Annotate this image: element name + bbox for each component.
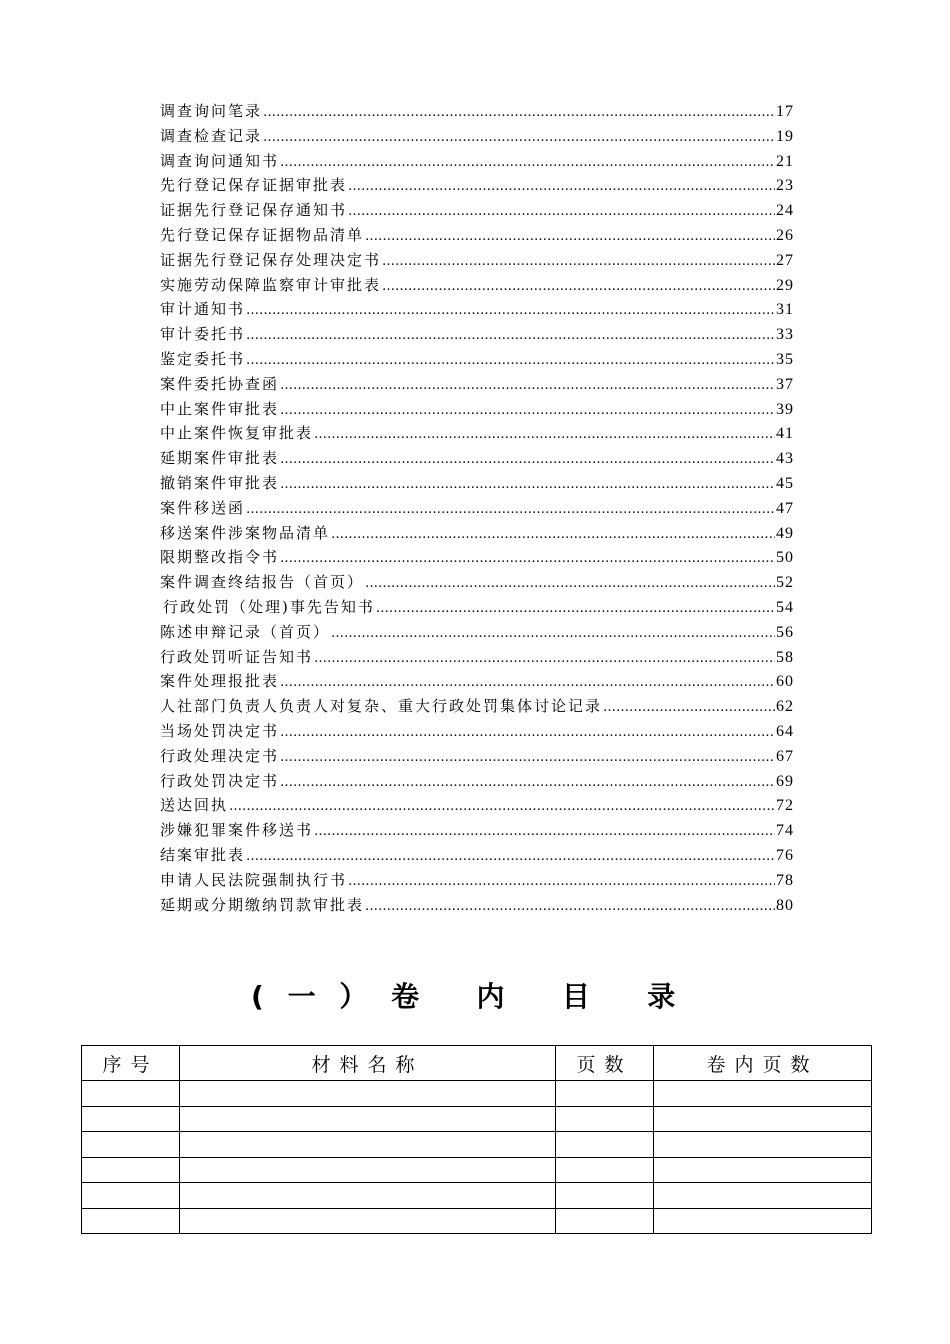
toc-entry-page: 72 bbox=[776, 797, 794, 815]
toc-entry-title: 先行登记保存证据审批表 bbox=[160, 176, 348, 195]
toc-entry-title: 行政处罚决定书 bbox=[160, 771, 280, 790]
toc-entry-title: 中止案件审批表 bbox=[160, 399, 280, 418]
table-cell bbox=[180, 1132, 556, 1158]
toc-dot-leader bbox=[348, 870, 775, 893]
toc-entry-page: 23 bbox=[776, 177, 794, 195]
toc-entry-page: 39 bbox=[776, 400, 794, 418]
toc-entry-title: 行政处理决定书 bbox=[160, 746, 280, 765]
table-cell bbox=[82, 1208, 180, 1234]
toc-entry-title: 延期案件审批表 bbox=[160, 449, 280, 468]
toc-dot-leader bbox=[280, 771, 775, 794]
toc-dot-leader bbox=[331, 622, 775, 645]
toc-entry bbox=[160, 397, 794, 422]
toc-entry-title: 中止案件恢复审批表 bbox=[160, 424, 314, 443]
toc-entry-page: 26 bbox=[776, 226, 794, 244]
toc-entry-page: 80 bbox=[776, 896, 794, 914]
toc-dot-leader bbox=[382, 250, 775, 273]
toc-dot-leader bbox=[365, 895, 775, 918]
toc-entry bbox=[160, 347, 794, 372]
toc-entry-title: 申请人民法院强制执行书 bbox=[160, 870, 348, 889]
toc-entry bbox=[160, 868, 794, 893]
toc-dot-leader bbox=[348, 175, 775, 198]
toc-entry-page: 50 bbox=[776, 549, 794, 567]
toc-dot-leader bbox=[280, 671, 775, 694]
toc-entry-title: 审计委托书 bbox=[160, 325, 246, 344]
toc-entry-title: 行政处罚听证告知书 bbox=[160, 647, 314, 666]
toc-dot-leader bbox=[280, 374, 775, 397]
toc-entry-title: 结案审批表 bbox=[160, 845, 246, 864]
toc-entry-page: 45 bbox=[776, 474, 794, 492]
table-cell bbox=[556, 1208, 654, 1234]
table-cell bbox=[654, 1081, 872, 1107]
toc-dot-leader bbox=[314, 647, 775, 670]
table-cell bbox=[556, 1183, 654, 1209]
toc-entry bbox=[160, 893, 794, 918]
table-cell bbox=[654, 1208, 872, 1234]
toc-entry-page: 21 bbox=[776, 152, 794, 170]
table-cell bbox=[654, 1157, 872, 1183]
toc-entry bbox=[160, 769, 794, 794]
toc-entry bbox=[160, 645, 794, 670]
toc-entry-page: 78 bbox=[776, 871, 794, 889]
table-row bbox=[82, 1132, 872, 1158]
toc-dot-leader bbox=[376, 597, 775, 620]
toc-entry-page: 62 bbox=[776, 698, 794, 716]
toc-entry bbox=[160, 818, 794, 843]
toc-dot-leader bbox=[280, 151, 775, 174]
toc-dot-leader bbox=[246, 498, 775, 521]
catalog-table bbox=[81, 1045, 872, 1234]
toc-dot-leader bbox=[246, 349, 775, 372]
table-cell bbox=[556, 1106, 654, 1132]
toc-entry-page: 17 bbox=[776, 103, 794, 120]
toc-entry-page: 47 bbox=[776, 499, 794, 517]
toc-entry-page: 52 bbox=[776, 574, 794, 592]
table-cell bbox=[556, 1132, 654, 1158]
toc-entry bbox=[160, 694, 794, 719]
column-header-volume-pages: 卷内页数 bbox=[654, 1046, 872, 1081]
toc-entry-title: 鉴定委托书 bbox=[160, 349, 246, 368]
toc-entry bbox=[160, 744, 794, 769]
toc-dot-leader bbox=[365, 225, 775, 248]
toc-entry bbox=[160, 496, 794, 521]
table-cell bbox=[180, 1157, 556, 1183]
toc-entry-page: 58 bbox=[776, 648, 794, 666]
table-cell bbox=[180, 1183, 556, 1209]
toc-entry-title: 实施劳动保障监察审计审批表 bbox=[160, 275, 382, 294]
toc-entry-title: 人社部门负责人负责人对复杂、重大行政处罚集体讨论记录 bbox=[160, 697, 603, 716]
toc-dot-leader bbox=[280, 547, 775, 570]
toc-entry-page: 69 bbox=[776, 772, 794, 790]
toc-entry-page: 41 bbox=[776, 425, 794, 443]
toc-entry-page: 76 bbox=[776, 846, 794, 864]
toc-entry-page: 33 bbox=[776, 326, 794, 344]
toc-entry-title: 案件调查终结报告（首页） bbox=[160, 573, 365, 592]
toc-dot-leader bbox=[348, 200, 775, 223]
toc-entry-title: 行政处罚（处理)事先告知书 bbox=[163, 597, 375, 616]
table-row bbox=[82, 1183, 872, 1209]
toc-dot-leader bbox=[280, 721, 775, 744]
toc-entry-page: 67 bbox=[776, 747, 794, 765]
toc-entry bbox=[160, 471, 794, 496]
toc-entry-page: 35 bbox=[776, 350, 794, 368]
toc-entry-title: 案件移送函 bbox=[160, 498, 246, 517]
toc-entry bbox=[160, 322, 794, 347]
table-of-contents bbox=[160, 99, 794, 917]
toc-entry-title: 案件委托协查函 bbox=[160, 374, 280, 393]
catalog-header-row bbox=[82, 1046, 872, 1081]
toc-dot-leader bbox=[331, 523, 775, 546]
toc-dot-leader bbox=[263, 101, 775, 124]
toc-entry bbox=[160, 545, 794, 570]
toc-entry bbox=[160, 297, 794, 322]
toc-entry bbox=[160, 521, 794, 546]
toc-entry-page: 74 bbox=[776, 822, 794, 840]
toc-entry bbox=[160, 843, 794, 868]
toc-entry-title: 送达回执 bbox=[160, 796, 229, 815]
toc-entry-page: 27 bbox=[776, 251, 794, 269]
toc-entry bbox=[160, 719, 794, 744]
table-cell bbox=[82, 1132, 180, 1158]
table-cell bbox=[82, 1106, 180, 1132]
toc-entry-page: 29 bbox=[776, 276, 794, 294]
toc-entry-page: 64 bbox=[776, 722, 794, 740]
toc-entry-title: 当场处罚决定书 bbox=[160, 721, 280, 740]
toc-entry-title: 陈述申辩记录（首页） bbox=[160, 622, 331, 641]
toc-entry-page: 54 bbox=[776, 598, 794, 616]
column-header-page-count: 页数 bbox=[556, 1046, 654, 1081]
toc-dot-leader bbox=[603, 696, 775, 719]
toc-entry bbox=[160, 273, 794, 298]
toc-dot-leader bbox=[246, 324, 775, 347]
table-cell bbox=[180, 1106, 556, 1132]
table-cell bbox=[82, 1081, 180, 1107]
toc-entry bbox=[160, 595, 794, 620]
toc-dot-leader bbox=[246, 299, 775, 322]
table-cell bbox=[654, 1183, 872, 1209]
catalog-heading: (一）卷 内 目 录 bbox=[250, 980, 700, 1013]
toc-dot-leader bbox=[280, 746, 775, 769]
table-row bbox=[82, 1081, 872, 1107]
toc-entry-page: 19 bbox=[776, 127, 794, 145]
toc-entry bbox=[160, 248, 794, 273]
toc-entry-title: 延期或分期缴纳罚款审批表 bbox=[160, 895, 365, 914]
toc-entry-page: 24 bbox=[776, 202, 794, 220]
toc-entry-title: 调查检查记录 bbox=[160, 126, 263, 145]
table-cell bbox=[556, 1081, 654, 1107]
toc-entry bbox=[160, 446, 794, 471]
toc-dot-leader bbox=[365, 572, 775, 595]
toc-entry bbox=[160, 223, 794, 248]
toc-entry-title: 证据先行登记保存通知书 bbox=[160, 201, 348, 220]
toc-entry bbox=[160, 570, 794, 595]
toc-entry-title: 审计通知书 bbox=[160, 300, 246, 319]
toc-entry-page: 49 bbox=[776, 524, 794, 542]
table-row bbox=[82, 1106, 872, 1132]
table-cell bbox=[654, 1106, 872, 1132]
table-cell bbox=[654, 1132, 872, 1158]
toc-entry bbox=[160, 99, 794, 124]
toc-entry-page: 60 bbox=[776, 673, 794, 691]
toc-entry-title: 证据先行登记保存处理决定书 bbox=[160, 250, 382, 269]
toc-dot-leader bbox=[280, 399, 775, 422]
toc-entry-page: 43 bbox=[776, 450, 794, 468]
toc-entry-title: 先行登记保存证据物品清单 bbox=[160, 225, 365, 244]
toc-dot-leader bbox=[263, 126, 775, 149]
toc-entry bbox=[160, 620, 794, 645]
toc-entry-title: 涉嫌犯罪案件移送书 bbox=[160, 821, 314, 840]
column-header-serial-number: 序号 bbox=[82, 1046, 180, 1081]
toc-entry bbox=[160, 124, 794, 149]
toc-entry-page: 31 bbox=[776, 301, 794, 319]
toc-entry-title: 移送案件涉案物品清单 bbox=[160, 523, 331, 542]
toc-dot-leader bbox=[229, 795, 775, 818]
toc-entry-title: 撤销案件审批表 bbox=[160, 473, 280, 492]
toc-dot-leader bbox=[280, 473, 775, 496]
toc-entry bbox=[160, 372, 794, 397]
toc-entry bbox=[160, 421, 794, 446]
toc-dot-leader bbox=[314, 423, 775, 446]
table-cell bbox=[180, 1081, 556, 1107]
toc-entry-title: 案件处理报批表 bbox=[160, 672, 280, 691]
toc-entry-page: 37 bbox=[776, 375, 794, 393]
toc-dot-leader bbox=[246, 845, 775, 868]
table-cell bbox=[180, 1208, 556, 1234]
catalog-body bbox=[82, 1081, 872, 1234]
toc-entry bbox=[160, 669, 794, 694]
toc-entry bbox=[160, 173, 794, 198]
column-header-material-name: 材料名称 bbox=[180, 1046, 556, 1081]
toc-dot-leader bbox=[382, 275, 775, 298]
toc-dot-leader bbox=[280, 448, 775, 471]
toc-entry bbox=[160, 198, 794, 223]
toc-entry-title: 调查询问笔录 bbox=[160, 102, 263, 120]
table-row bbox=[82, 1208, 872, 1234]
toc-entry bbox=[160, 793, 794, 818]
table-row bbox=[82, 1157, 872, 1183]
toc-entry bbox=[160, 149, 794, 174]
table-cell bbox=[556, 1157, 654, 1183]
table-cell bbox=[82, 1157, 180, 1183]
toc-dot-leader bbox=[314, 820, 775, 843]
table-cell bbox=[82, 1183, 180, 1209]
toc-entry-page: 56 bbox=[776, 623, 794, 641]
toc-entry-title: 限期整改指令书 bbox=[160, 548, 280, 567]
toc-entry-title: 调查询问通知书 bbox=[160, 151, 280, 170]
